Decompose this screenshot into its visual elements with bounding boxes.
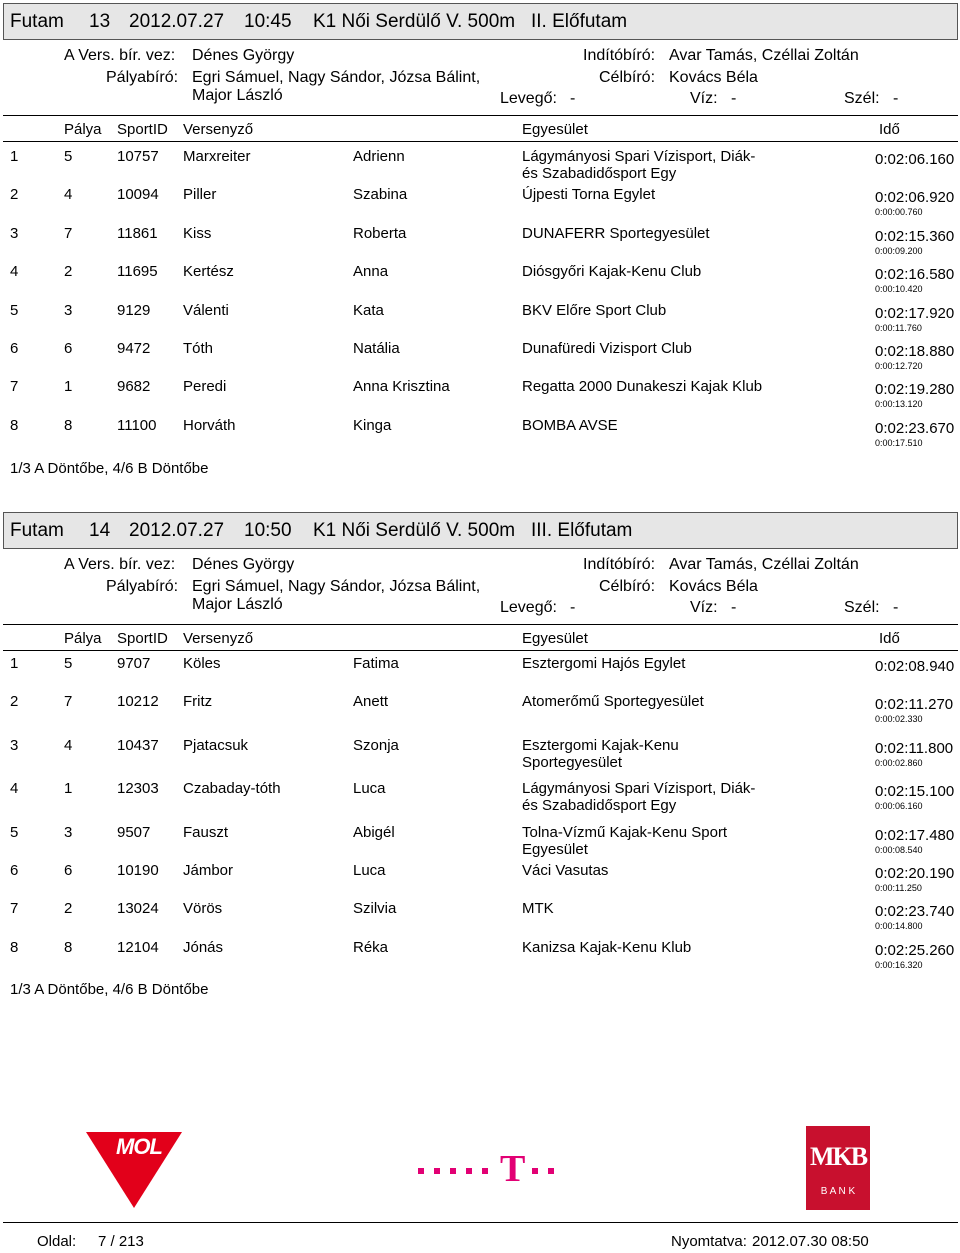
result-club-line1: Regatta 2000 Dunakeszi Kajak Klub	[522, 378, 763, 395]
header-lane: Pálya	[64, 121, 102, 138]
result-sportid: 9682	[117, 378, 151, 395]
result-club-line1: BOMBA AVSE	[522, 417, 618, 434]
result-first-name: Roberta	[353, 225, 407, 242]
futam-label: Futam	[10, 520, 64, 541]
result-lane: 5	[64, 148, 73, 165]
result-time-diff: 0:00:13.120	[875, 399, 923, 409]
result-place: 4	[10, 780, 19, 797]
result-time: 0:02:11.800	[875, 740, 954, 757]
result-time: 0:02:15.100	[875, 783, 955, 800]
printed-label: Nyomtatva:	[671, 1233, 747, 1250]
result-club-line1: Tolna-Vízmű Kajak-Kenu Sport	[522, 824, 728, 841]
result-sportid: 9707	[117, 655, 151, 672]
szel-value: -	[893, 90, 899, 107]
result-lane: 7	[64, 225, 73, 242]
race-time: 10:50	[244, 520, 292, 541]
result-sportid: 9507	[117, 824, 151, 841]
result-club-line1: Diósgyőri Kajak-Kenu Club	[522, 263, 702, 280]
levego-label: Levegő:	[500, 599, 557, 616]
result-place: 3	[10, 225, 19, 242]
result-club-line1: Újpesti Torna Egylet	[522, 186, 656, 203]
result-time-diff: 0:00:00.760	[875, 207, 923, 217]
result-place: 6	[10, 862, 19, 879]
inditobiro-label: Indítóbíró:	[583, 556, 656, 573]
result-place: 2	[10, 186, 19, 203]
palyabiro-label: Pályabíró:	[106, 578, 179, 595]
header-competitor: Versenyző	[183, 121, 254, 138]
header-sportid: SportID	[117, 630, 168, 647]
result-last-name: Köles	[183, 655, 221, 672]
header-time: Idő	[879, 630, 900, 647]
result-place: 8	[10, 939, 19, 956]
result-club-line1: DUNAFERR Sportegyesület	[522, 225, 710, 242]
result-club-line1: Dunafüredi Vizisport Club	[522, 340, 692, 357]
celbiro-value: Kovács Béla	[669, 578, 758, 595]
result-place: 7	[10, 378, 19, 395]
vers-bir-value: Dénes György	[192, 47, 295, 64]
result-first-name: Réka	[353, 939, 389, 956]
result-lane: 3	[64, 824, 73, 841]
result-first-name: Anna Krisztina	[353, 378, 450, 395]
viz-label: Víz:	[690, 599, 718, 616]
result-club-line1: Kanizsa Kajak-Kenu Klub	[522, 939, 692, 956]
result-time: 0:02:25.260	[875, 942, 955, 959]
result-sportid: 10757	[117, 148, 159, 165]
inditobiro-value: Avar Tamás, Czéllai Zoltán	[669, 556, 859, 573]
result-time: 0:02:17.480	[875, 827, 955, 844]
result-sportid: 12303	[117, 780, 159, 797]
result-time: 0:02:06.920	[875, 189, 955, 206]
result-last-name: Piller	[183, 186, 217, 203]
viz-value: -	[731, 90, 737, 107]
header-time: Idő	[879, 121, 900, 138]
result-time: 0:02:23.670	[875, 420, 955, 437]
result-club-line1: Lágymányosi Spari Vízisport, Diák-	[522, 780, 756, 797]
result-time: 0:02:16.580	[875, 266, 955, 283]
result-club-line1: Váci Vasutas	[522, 862, 609, 879]
footer-divider	[3, 1222, 958, 1223]
result-club-line1: Esztergomi Kajak-Kenu	[522, 737, 679, 754]
celbiro-label: Célbíró:	[599, 578, 656, 595]
result-place: 5	[10, 824, 19, 841]
result-first-name: Kinga	[353, 417, 392, 434]
result-sportid: 12104	[117, 939, 159, 956]
header-divider	[3, 141, 958, 142]
result-lane: 8	[64, 939, 73, 956]
mkb-logo-text: MKB	[809, 1142, 867, 1171]
result-first-name: Anett	[353, 693, 389, 710]
result-first-name: Natália	[353, 340, 400, 357]
viz-label: Víz:	[690, 90, 718, 107]
telekom-logo	[414, 1148, 560, 1190]
result-time: 0:02:15.360	[875, 228, 955, 245]
palyabiro-value-line2: Major László	[192, 596, 283, 613]
result-place: 3	[10, 737, 19, 754]
result-club-line2: és Szabadidősport Egy	[522, 165, 677, 182]
result-lane: 6	[64, 862, 73, 879]
result-club-line1: Lágymányosi Spari Vízisport, Diák-	[522, 148, 756, 165]
race-round: III. Előfutam	[531, 520, 633, 541]
race-category: K1 Női Serdülő V. 500m	[313, 520, 516, 541]
mol-logo	[86, 1132, 182, 1210]
result-lane: 4	[64, 737, 73, 754]
result-last-name: Czabaday-tóth	[183, 780, 281, 797]
result-lane: 7	[64, 693, 73, 710]
result-sportid: 10212	[117, 693, 159, 710]
result-sportid: 11861	[117, 225, 158, 242]
result-time: 0:02:08.940	[875, 658, 955, 675]
result-last-name: Válenti	[183, 302, 229, 319]
qualification-note: 1/3 A Döntőbe, 4/6 B Döntőbe	[10, 460, 209, 477]
result-lane: 8	[64, 417, 73, 434]
viz-value: -	[731, 599, 737, 616]
page-label: Oldal:	[37, 1233, 77, 1250]
palyabiro-value-line2: Major László	[192, 87, 283, 104]
szel-value: -	[893, 599, 899, 616]
result-lane: 3	[64, 302, 73, 319]
result-first-name: Szilvia	[353, 900, 397, 917]
header-lane: Pálya	[64, 630, 102, 647]
mkb-bank-text: B A N K	[820, 1186, 856, 1197]
result-place: 8	[10, 417, 19, 434]
result-lane: 2	[64, 900, 73, 917]
result-first-name: Szonja	[353, 737, 399, 754]
result-time: 0:02:06.160	[875, 151, 955, 168]
szel-label: Szél:	[844, 90, 880, 107]
result-first-name: Luca	[353, 862, 386, 879]
race-round: II. Előfutam	[531, 11, 628, 32]
vers-bir-label: A Vers. bír. vez:	[64, 47, 176, 64]
result-time-diff: 0:00:11.250	[875, 883, 922, 893]
result-place: 2	[10, 693, 19, 710]
result-place: 7	[10, 900, 19, 917]
result-time: 0:02:18.880	[875, 343, 955, 360]
result-time-diff: 0:00:06.160	[875, 801, 923, 811]
vers-bir-label: A Vers. bír. vez:	[64, 556, 176, 573]
result-last-name: Pjatacsuk	[183, 737, 249, 754]
qualification-note: 1/3 A Döntőbe, 4/6 B Döntőbe	[10, 981, 209, 998]
result-club-line2: Egyesület	[522, 841, 588, 858]
race-date: 2012.07.27	[129, 11, 225, 32]
header-club: Egyesület	[522, 630, 588, 647]
szel-label: Szél:	[844, 599, 880, 616]
result-first-name: Szabina	[353, 186, 408, 203]
result-time-diff: 0:00:09.200	[875, 246, 923, 256]
result-time: 0:02:23.740	[875, 903, 955, 920]
result-place: 5	[10, 302, 19, 319]
levego-label: Levegő:	[500, 90, 557, 107]
result-first-name: Abigél	[353, 824, 395, 841]
result-time: 0:02:11.270	[875, 696, 954, 713]
result-first-name: Kata	[353, 302, 384, 319]
result-time-diff: 0:00:11.760	[875, 323, 922, 333]
result-lane: 5	[64, 655, 73, 672]
result-club-line1: Atomerőmű Sportegyesület	[522, 693, 704, 710]
telekom-t-letter: T	[500, 1148, 526, 1190]
palyabiro-value-line1: Egri Sámuel, Nagy Sándor, Józsa Bálint,	[192, 578, 481, 595]
levego-value: -	[570, 599, 576, 616]
header-divider	[3, 650, 958, 651]
result-sportid: 11695	[117, 263, 158, 280]
inditobiro-value: Avar Tamás, Czéllai Zoltán	[669, 47, 859, 64]
result-time-diff: 0:00:12.720	[875, 361, 923, 371]
result-last-name: Marxreiter	[183, 148, 251, 165]
levego-value: -	[570, 90, 576, 107]
race-number: 14	[89, 520, 111, 541]
result-lane: 1	[64, 780, 73, 797]
celbiro-label: Célbíró:	[599, 69, 656, 86]
result-last-name: Vörös	[183, 900, 223, 917]
result-club-line1: MTK	[522, 900, 554, 917]
result-first-name: Luca	[353, 780, 386, 797]
result-time: 0:02:17.920	[875, 305, 955, 322]
futam-label: Futam	[10, 11, 64, 32]
mkb-logo	[806, 1126, 870, 1210]
race-category: K1 Női Serdülő V. 500m	[313, 11, 516, 32]
race-number: 13	[89, 11, 111, 32]
result-first-name: Adrienn	[353, 148, 405, 165]
result-lane: 6	[64, 340, 73, 357]
result-time-diff: 0:00:08.540	[875, 845, 923, 855]
telekom-logo-graphic	[414, 1150, 560, 1186]
result-place: 1	[10, 655, 19, 672]
result-sportid: 11100	[117, 417, 157, 434]
result-time-diff: 0:00:02.860	[875, 758, 923, 768]
result-sportid: 10094	[117, 186, 159, 203]
result-place: 4	[10, 263, 19, 280]
result-first-name: Anna	[353, 263, 389, 280]
result-sportid: 10190	[117, 862, 159, 879]
result-last-name: Jónás	[183, 939, 224, 956]
result-club-line2: és Szabadidősport Egy	[522, 797, 677, 814]
result-time-diff: 0:00:02.330	[875, 714, 923, 724]
result-place: 6	[10, 340, 19, 357]
result-sportid: 9129	[117, 302, 151, 319]
header-competitor: Versenyző	[183, 630, 254, 647]
result-club-line1: Esztergomi Hajós Egylet	[522, 655, 686, 672]
result-lane: 2	[64, 263, 73, 280]
result-last-name: Kiss	[183, 225, 212, 242]
result-lane: 4	[64, 186, 73, 203]
race-date: 2012.07.27	[129, 520, 225, 541]
page-value: 7 / 213	[98, 1233, 144, 1250]
result-time-diff: 0:00:14.800	[875, 921, 923, 931]
printed-value: 2012.07.30 08:50	[752, 1233, 869, 1250]
mol-logo-text: MOL	[116, 1134, 162, 1159]
result-club-line1: BKV Előre Sport Club	[522, 302, 667, 319]
result-time-diff: 0:00:16.320	[875, 960, 923, 970]
result-first-name: Fatima	[353, 655, 399, 672]
result-time: 0:02:20.190	[875, 865, 955, 882]
result-last-name: Tóth	[183, 340, 214, 357]
result-time: 0:02:19.280	[875, 381, 955, 398]
header-club: Egyesület	[522, 121, 588, 138]
result-club-line2: Sportegyesület	[522, 754, 623, 771]
palyabiro-label: Pályabíró:	[106, 69, 179, 86]
result-lane: 1	[64, 378, 73, 395]
result-sportid: 10437	[117, 737, 159, 754]
header-divider	[3, 115, 958, 116]
result-time-diff: 0:00:10.420	[875, 284, 923, 294]
header-divider	[3, 624, 958, 625]
race-time: 10:45	[244, 11, 292, 32]
palyabiro-value-line1: Egri Sámuel, Nagy Sándor, Józsa Bálint,	[192, 69, 481, 86]
result-sportid: 13024	[117, 900, 159, 917]
header-sportid: SportID	[117, 121, 168, 138]
result-last-name: Peredi	[183, 378, 227, 395]
result-last-name: Fauszt	[183, 824, 229, 841]
result-last-name: Jámbor	[183, 862, 234, 879]
result-sportid: 9472	[117, 340, 151, 357]
result-last-name: Kertész	[183, 263, 234, 280]
celbiro-value: Kovács Béla	[669, 69, 758, 86]
vers-bir-value: Dénes György	[192, 556, 295, 573]
result-place: 1	[10, 148, 19, 165]
result-last-name: Fritz	[183, 693, 213, 710]
result-last-name: Horváth	[183, 417, 236, 434]
inditobiro-label: Indítóbíró:	[583, 47, 656, 64]
result-time-diff: 0:00:17.510	[875, 438, 923, 448]
